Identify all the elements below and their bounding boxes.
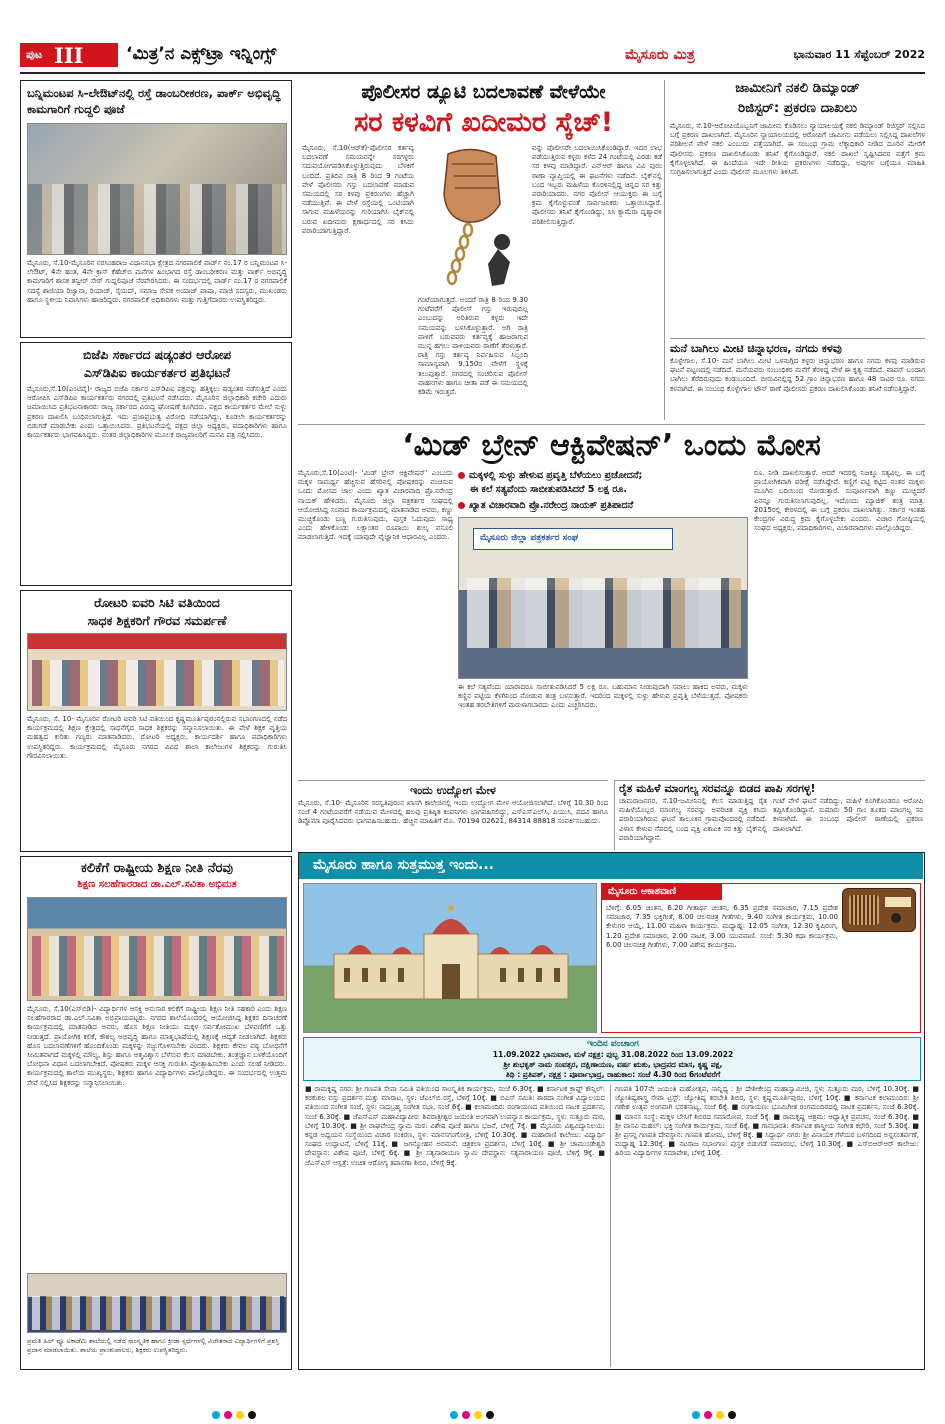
midbrain-photo (458, 517, 748, 679)
nep-caption: ಪ್ರಮತಿ ಹಿಲ್ ವ್ಯೂ ಅಕಾಡೆಮಿ ಶಾಲೆಯಲ್ಲಿ ನಡೆದ ಸಾಂಸ್ಕೃತಿಕ ಹಾಗೂ ಕ್ರೀಡಾ ಸ್ಪರ್ಧೆಗಳಲ್ಲಿ ವಿಜೇತರಾದ ವಿದ್ಯಾರ್ಥಿಗಳಿಗೆ ಪ್ರಶಸ್ತಿ ಪ್ರದಾನ ಮಾಡಲಾಯಿತು. ಶಾಲೆಯ ಪ್ರಾಂಶುಪಾಲರು, ಶಿಕ್ಷಕರು ಉಪಸ್ಥಿತರಿದ್ದರು. (27, 1337, 280, 1354)
radio-dial-icon (885, 897, 911, 907)
photo-students-row (32, 1296, 284, 1330)
farmer-body-right: ಗಂಟೆ ವೇಳೆ ಘಟನೆ ನಡೆದಿದ್ದು, ಮಹಿಳೆ ಕೂಗಿಕೊಂಡರೂ ಆರೋಪಿ ತಪ್ಪಿಸಿಕೊಂಡಿದ್ದಾನೆ. ಸುಮಾರು 50 ಗ್ರಾಂ ತೂಕದ ಮಾಂಗಲ್ಯ ಸರ ಕಳವಾಗಿದೆ. ಈ ಸಂಬಂಧ ಪೊಲೀಸ್ ಠಾಣೆಯಲ್ಲಿ ಪ್ರಕರಣ ದಾಖಲಾಗಿದೆ. (773, 797, 923, 833)
press-banner-text: ಮೈಸೂರು ಜಿಲ್ಲಾ ಪತ್ರಕರ್ತರ ಸಂಘ (480, 533, 579, 543)
radio-title: ಮೈಸೂರು ಆಕಾಶವಾಣಿ (608, 886, 677, 897)
press-banner (473, 528, 673, 550)
events-right: ಗಣಪತಿ 107ನೇ ಜಯಂತಿ ಮಹೋತ್ಸವ, ಸಾನ್ನಿಧ್ಯ : ಶ್ರೀ ದೇಶೀಕೇಂದ್ರ ಮಹಾಸ್ವಾಮೀಜಿ, ಸ್ಥಳ: ಸುತ್ತೂರು ಮಠ, ಬೆಳಿಗ್ಗೆ 10.30ಕ್ಕೆ. ■ ಜ್ಯೋತಿಷ್ಯಶಾಸ್ತ್ರ ಸೇವಾ ಟ್ರಸ್ಟ್: ಜ್ಯೋತಿಷ್ಯ ತರಬೇತಿ ಶಿಬಿರ, ಸ್ಥಳ: ಕೃಷ್ಣಮೂರ್ತಿಪುರಂ, ಬೆಳಿಗ್ಗೆ 10ಕ್ಕೆ. ■ ಕರ್ನಾಟಕ ಕಲಾಮಂದಿರ: ಶ್ರೀ ಗಣೇಶ ಉತ್ಸವ ಅಂಗವಾಗಿ ಭರತನಾಟ್ಯ, ಸಂಜೆ 6ಕ್ಕೆ. ■ ರಂಗಾಯಣ: ಭೂಮಿಗೀತ ರಂಗಮಂದಿರದಲ್ಲಿ ನಾಟಕ ಪ್ರದರ್ಶನ, ಸಂಜೆ 6.30ಕ್ಕೆ. ■ ಮಾನಸ ಸಂಸ್ಥೆ: ಮಕ್ಕಳ ಬೇಸಿಗೆ ಶಿಬಿರದ ಸಮಾರೋಪ, ಸಂಜೆ 5ಕ್ಕೆ. ■ ರಾಮಕೃಷ್ಣ ಆಶ್ರಮ: ಆಧ್ಯಾತ್ಮಿಕ ಪ್ರವಚನ, ಸಂಜೆ 6.30ಕ್ಕೆ. ■ ಶ್ರೀ ವಾಸವಿ ಮಹಲ್: ಭಕ್ತಿ ಸಂಗೀತ ಕಾರ್ಯಕ್ರಮ, ಸಂಜೆ 6ಕ್ಕೆ. ■ ಗಾನಭಾರತಿ: ಕರ್ನಾಟಕ ಶಾಸ್ತ್ರೀಯ ಸಂಗೀತ ಕಛೇರಿ, ಸಂಜೆ 5.30ಕ್ಕೆ. ■ ಶ್ರೀ ಪ್ರಸನ್ನ ಗಣಪತಿ ದೇವಸ್ಥಾನ: ಗಣಪತಿ ಹೋಮ, ಬೆಳಿಗ್ಗೆ 8ಕ್ಕೆ. ■ ಸಿದ್ಧಾರ್ಥ ನಗರ: ಶ್ರೀ ವಿನಾಯಕ ಗೆಳೆಯರ ಬಳಗದಿಂದ ಅನ್ನಸಂತರ್ಪಣೆ, ಮಧ್ಯಾಹ್ನ 12.30ಕ್ಕೆ. ■ ನಟರಾಜ ಸಭಾಂಗಣ: ಪುಸ್ತಕ ಬಿಡುಗಡೆ ಸಮಾರಂಭ, ಬೆಳಿಗ್ಗೆ 10.30ಕ್ಕೆ. ■ ಎಸ್‌ಬಿಆರ್‌ಆರ್ ಕಾಲೇಜು: ಹಿರಿಯ ವಿದ್ಯಾರ್ಥಿಗಳ ಸಮಾವೇಶ, ಬೆಳಿಗ್ಗೆ 10ಕ್ಕೆ. (615, 1085, 919, 1158)
article-park (20, 80, 292, 338)
midbrain-body-a: ಮೈಸೂರು,ಸೆ.10(ಎಂಟಿ)- ‘ಮಿಡ್ ಬ್ರೇನ್ ಆಕ್ಟಿವೇಷನ್’ ಎಂಬುದು ಮಕ್ಕಳ ಸಾಮರ್ಥ್ಯ ಹೆಚ್ಚಿಸುವ ಹೆಸರಿನಲ್ಲಿ ಪೋಷಕರನ್ನು ವಂಚಿಸುವ ಒಂದು ಮೋಸದ ಜಾಲ ಎಂದು ಖ್ಯಾತ ವಿಚಾರವಾದಿ ಪ್ರೊ.ನರೇಂದ್ರ ನಾಯಕ್ ಹೇಳಿದರು. ಮೈಸೂರು ಜಿಲ್ಲಾ ಪತ್ರಕರ್ತರ ಸಂಘದಲ್ಲಿ ಆಯೋಜಿಸಿದ್ದ ಸಂವಾದ ಕಾರ್ಯಕ್ರಮದಲ್ಲಿ ಮಾತನಾಡಿದ ಅವರು, ಕಣ್ಣು ಮುಚ್ಚಿಕೊಂಡು ಬಣ್ಣ ಗುರುತಿಸುವುದು, ಪುಸ್ತಕ ಓದುವುದು ಸಾಧ್ಯ ಎಂದು ಹೇಳಿಕೊಂಡು ಲಕ್ಷಾಂತರ ರೂಪಾಯಿ ಶುಲ್ಕ ವಸೂಲಿ ಮಾಡಲಾಗುತ್ತಿದೆ. ಇದಕ್ಕೆ ಯಾವುದೇ ವೈಜ್ಞಾನಿಕ ಆಧಾರವಿಲ್ಲ ಎಂದರು. (298, 469, 453, 542)
midbrain-body-c: ರೂ. ನೀಡಿ ದಾಖಲಿಸುತ್ತಾರೆ. ಆದರೆ ಇದರಲ್ಲಿ ನಿಜಕ್ಕೂ ಸತ್ಯವಿಲ್ಲ. ಈ ಬಗ್ಗೆ ಪ್ರಾಯೋಗಿಕವಾಗಿ ಪರೀಕ್ಷೆ ನಡೆಸಿದ್ದೇವೆ. ಕಣ್ಣಿಗೆ ಪಟ್ಟಿ ಕಟ್ಟಿದ ನಂತರ ಮಕ್ಕಳು ಮೂಗಿನ ಬದಿಯಿಂದ ನೋಡುತ್ತಾರೆ. ಸಂಪೂರ್ಣವಾಗಿ ಕಣ್ಣು ಮುಚ್ಚಿದರೆ ಏನನ್ನೂ ಗುರುತಿಸಲಾಗುವುದಿಲ್ಲ. ಇದೊಂದು ಮ್ಯಾಜಿಕ್ ತಂತ್ರ ಮಾತ್ರ. 2015ರಲ್ಲಿ ಕೇರಳದಲ್ಲಿ ಈ ಬಗ್ಗೆ ಪ್ರಕರಣ ದಾಖಲಾಗಿತ್ತು. ಸರ್ಕಾರ ಇಂತಹ ಕೇಂದ್ರಗಳ ವಿರುದ್ಧ ಕ್ರಮ ಕೈಗೊಳ್ಳಬೇಕು ಎಂದರು. ವಿಚಾರ ಗೋಷ್ಠಿಯಲ್ಲಿ ಸಂಘದ ಅಧ್ಯಕ್ಷರು, ಪದಾಧಿಕಾರಿಗಳು, ವಿಚಾರವಾದಿಗಳು ಪಾಲ್ಗೊಂಡಿದ್ದರು. (754, 469, 925, 533)
article-nep (20, 856, 292, 1370)
jobs-headline: ಇಂದು ಉದ್ಯೋಗ ಮೇಳ (410, 784, 496, 797)
today-banner (299, 853, 923, 879)
panchanga-line-1: 11.09.2022 ಭಾನುವಾರ, ಮಳೆ ನಕ್ಷತ್ರ: ಪುಬ್ಬ 31.08.2022 ರಿಂದ 13.09.2022 (492, 1050, 734, 1059)
yellow-mark (474, 1411, 482, 1419)
events-divider (610, 1085, 611, 1367)
article-rotary (20, 590, 292, 852)
rotary-body: ಮೈಸೂರು, ಸೆ. 10- ಮೈಸೂರಿನ ರೋಟರಿ ಐವರಿ ಸಿಟಿ ವತಿಯಿಂದ ಕೃಷ್ಣಮೂರ್ತಿಪುರಂನಲ್ಲಿರುವ ಸಭಾಂಗಣದಲ್ಲಿ ನಡೆದ ಕಾರ್ಯಕ್ರಮದಲ್ಲಿ ಶಿಕ್ಷಣ ಕ್ಷೇತ್ರದಲ್ಲಿ ಸಾಧನೆಗೈದ ಸಾಧಕ ಶಿಕ್ಷಕರನ್ನು ಸನ್ಮಾನಿಸಲಾಯಿತು. ಈ ವೇಳೆ ಶಿಕ್ಷಕ ವೃತ್ತಿಯ ಮಹತ್ವದ ಕುರಿತು ಗಣ್ಯರು ಮಾತನಾಡಿದರು. ರೋಟರಿ ಅಧ್ಯಕ್ಷರು, ಕಾರ್ಯದರ್ಶಿ ಹಾಗೂ ಪದಾಧಿಕಾರಿಗಳು ಉಪಸ್ಥಿತರಿದ್ದರು. ಕಾರ್ಯಕ್ರಮದಲ್ಲಿ ಮೈಸೂರು ನಗರದ ವಿವಿಧ ಶಾಲಾ ಕಾಲೇಜುಗಳ ಶಿಕ್ಷಕರನ್ನು ಗುರುತಿಸಿ ಗೌರವಿಸಲಾಯಿತು. (27, 715, 287, 760)
article-midbrain (298, 424, 925, 776)
registration-marks-left (210, 1404, 270, 1414)
midbrain-bullet-2: ಖ್ಯಾತ ವಿಚಾರವಾದಿ ಪ್ರೊ.ನರೇಂದ್ರ ನಾಯಕ್ ಪ್ರತಿಪಾದನೆ (458, 499, 778, 512)
rotary-headline-1: ರೋಟರಿ ಐವರಿ ಸಿಟಿ ವತಿಯಿಂದ (94, 595, 220, 610)
yellow-mark (236, 1411, 244, 1419)
article-theft (670, 338, 925, 420)
bail-headline-1: ಜಾಮೀನಿಗೆ ನಕಲಿ ಡಿಮ್ಯಾಂಡ್ (735, 80, 860, 96)
nep-subhead: ಶಿಕ್ಷಣ ಸಲಹೆಗಾರರಾದ ಡಾ.ಎಲ್.ಸವಿತಾ ಅಭಿಮತ (77, 879, 237, 890)
article-jobs (298, 780, 608, 850)
magenta-mark (224, 1411, 232, 1419)
bjp-headline-2: ಎಸ್‌ಡಿಪಿಐ ಕಾರ್ಯಕರ್ತರ ಪ್ರತಿಭಟನೆ (84, 365, 230, 380)
nep-photo-1 (27, 897, 287, 1001)
cyan-mark (212, 1411, 220, 1419)
page-label-box (20, 43, 118, 67)
radio-icon (842, 888, 916, 932)
bjp-body: ಮೈಸೂರು,ಸೆ.10(ಎಂಟಿವೈ)- ರಾಜ್ಯದ ಬಿಜೆಪಿ ಸರ್ಕಾರ ಎಸ್‌ಡಿಪಿಐ ಪಕ್ಷವನ್ನು ಹತ್ತಿಕ್ಕಲು ಷಡ್ಯಂತರ ನಡೆಸುತ್ತಿದೆ ಎಂದು ಆರೋಪಿಸಿ ಎಸ್‌ಡಿಪಿಐ ಕಾರ್ಯಕರ್ತರು ನಗರದಲ್ಲಿ ಪ್ರತಿಭಟನೆ ನಡೆಸಿದರು. ಮೈಸೂರಿನ ಜಿಲ್ಲಾಧಿಕಾರಿ ಕಚೇರಿ ಎದುರು ಜಮಾಯಿಸಿದ ಪ್ರತಿಭಟನಾಕಾರರು ರಾಜ್ಯ ಸರ್ಕಾರದ ವಿರುದ್ಧ ಘೋಷಣೆ ಕೂಗಿದರು. ಪಕ್ಷದ ಕಾರ್ಯಕರ್ತರ ಮೇಲೆ ಸುಳ್ಳು ಪ್ರಕರಣ ದಾಖಲಿಸಿ ಬಂಧಿಸಲಾಗುತ್ತಿದೆ. ಇದು ಪ್ರಜಾಪ್ರಭುತ್ವ ವಿರೋಧಿ ನಡೆಯಾಗಿದ್ದು, ಕೂಡಲೇ ಕಾರ್ಯಕರ್ತರನ್ನು ಬಿಡುಗಡೆ ಮಾಡಬೇಕು ಎಂದು ಒತ್ತಾಯಿಸಿದರು. ಪ್ರತಿಭಟನೆಯಲ್ಲಿ ಪಕ್ಷದ ಜಿಲ್ಲಾ ಅಧ್ಯಕ್ಷರು, ಪದಾಧಿಕಾರಿಗಳು ಹಾಗೂ ಕಾರ್ಯಕರ್ತರು ಭಾಗವಹಿಸಿದ್ದರು. ನಂತರ ಜಿಲ್ಲಾಧಿಕಾರಿಗಳ ಮೂಲಕ ರಾಜ್ಯಪಾಲರಿಗೆ ಮನವಿ ಪತ್ರ ಸಲ್ಲಿಸಿದರು. (27, 385, 287, 440)
magenta-mark (704, 1411, 712, 1419)
today-banner-text: ಮೈಸೂರು ಹಾಗೂ ಸುತ್ತಮುತ್ತ ಇಂದು... (313, 857, 494, 873)
nep-photo-2 (27, 1273, 287, 1333)
fist-chain-illustration (418, 144, 528, 294)
radio-box (601, 883, 921, 1033)
rotary-headline-2: ಸಾಧಕ ಶಿಕ್ಷಕರಿಗೆ ಗೌರವ ಸಮರ್ಪಣೆ (87, 613, 227, 628)
farmer-body-left: ಚಾಮರಾಜನಗರ, ಸೆ.10-ಜಮೀನಿನಲ್ಲಿ ಕೆಲಸ ಮಾಡುತ್ತಿದ್ದ ರೈತ ಮಹಿಳೆಯೊಬ್ಬರ ಮಾಂಗಲ್ಯ ಸರವನ್ನು ಅಪರಿಚಿತ ವ್ಯಕ್ತಿ ಕಸಿದು ಪರಾರಿಯಾಗಿರುವ ಘಟನೆ ತಾಲೂಕಿನ ಗ್ರಾಮವೊಂದರಲ್ಲಿ ನಡೆದಿದೆ. ವಿಳಾಸ ಕೇಳುವ ನೆಪದಲ್ಲಿ ಬಂದ ವ್ಯಕ್ತಿ ಏಕಾಏಕಿ ಸರ ಕಿತ್ತು ಬೈಕ್‌ನಲ್ಲಿ ಪರಾರಿಯಾಗಿದ್ದಾನೆ. (619, 797, 767, 842)
theft-body: ಕೊಳ್ಳೇಗಾಲ, ಸೆ.10- ಮನೆ ಬಾಗಿಲು ಮೀಟಿ ಒಳನುಗ್ಗಿದ ಕಳ್ಳರು ಚಿನ್ನಾಭರಣ ಹಾಗೂ ನಗದು ಕಳವು ಮಾಡಿರುವ ಘಟನೆ ಪಟ್ಟಣದಲ್ಲಿ ನಡೆದಿದೆ. ಮನೆಯವರು ಸಂಬಂಧಿಕರ ಮನೆಗೆ ತೆರಳಿದ್ದ ವೇಳೆ ಈ ಕೃತ್ಯ ನಡೆದಿದೆ. ವಾಪಸ್ ಬಂದಾಗ ಬಾಗಿಲು ತೆರೆದಿರುವುದು ಕಂಡುಬಂದಿದೆ. ಬೀರುವಿನಲ್ಲಿದ್ದ 52 ಗ್ರಾಂ ಚಿನ್ನಾಭರಣ ಹಾಗೂ 48 ಸಾವಿರ ರೂ. ನಗದು ಕಳವಾಗಿದೆ. ಈ ಸಂಬಂಧ ಕೊಳ್ಳೇಗಾಲ ಟೌನ್ ಠಾಣೆ ಪೊಲೀಸರು ಪ್ರಕರಣ ದಾಖಲಿಸಿಕೊಂಡು ತನಿಖೆ ನಡೆಸುತ್ತಿದ್ದಾರೆ. (670, 357, 925, 393)
rotary-photo (27, 633, 287, 711)
radio-knob-icon (891, 913, 901, 923)
registration-marks-center (448, 1404, 508, 1414)
article-bail (670, 80, 925, 336)
bail-headline-2: ರಿಜಿಸ್ಟರ್: ಪ್ರಕರಣ ದಾಖಲು (737, 100, 858, 116)
midbrain-headline: ‘ಮಿಡ್ ಬ್ರೇನ್ ಆಕ್ಟಿವೇಷನ್’ ಒಂದು ಮೋಸ (402, 428, 821, 463)
section-title: ‘ಮಿತ್ರ’ನ ಎಕ್ಸ್‌ಟ್ರಾ ಇನ್ನಿಂಗ್ಸ್ (126, 44, 277, 64)
palace-image (303, 883, 597, 1033)
police-body-left: ಮೈಸೂರು, ಸೆ.10(ಆರ್‌ಕೆ)-ಪೊಲೀಸರ ಕರ್ತವ್ಯ ಬದಲಾವಣೆ ಸಮಯವನ್ನೇ ಸರಗಳ್ಳರು ಸದುಪಯೋಗಪಡಿಸಿಕೊಳ್ಳುತ್ತಿರುವುದು ಬೆಳಕಿಗೆ ಬಂದಿದೆ. ಪ್ರತಿದಿನ ರಾತ್ರಿ 8 ರಿಂದ 9 ಗಂಟೆಯ ವೇಳೆ ಪೊಲೀಸರು ಗಸ್ತು ಬದಲಾವಣೆ ಮಾಡುವ ಸಮಯದಲ್ಲಿ ಸರ ಕಳವು ಪ್ರಕರಣಗಳು ಹೆಚ್ಚಾಗಿ ನಡೆಯುತ್ತಿವೆ. ಈ ವೇಳೆ ರಸ್ತೆಯಲ್ಲಿ ಒಂಟಿಯಾಗಿ ಸಾಗುವ ಮಹಿಳೆಯರನ್ನು ಗುರಿಯಾಗಿಸಿ ಬೈಕ್‌ನಲ್ಲಿ ಬರುವ ಖದೀಮರು ಕ್ಷಣಾರ್ಧದಲ್ಲಿ ಸರ ಕಸಿದು ಪರಾರಿಯಾಗುತ್ತಿದ್ದಾರೆ. (302, 144, 414, 235)
nep-body: ಮೈಸೂರು, ಸೆ.10(ಎಸ್‌ಬಿಡಿ)- ವಿದ್ಯಾರ್ಥಿಗಳ ಆಸಕ್ತಿ ಅನುಸಾರ ಕಲಿಕೆಗೆ ರಾಷ್ಟ್ರೀಯ ಶಿಕ್ಷಣ ನೀತಿ ಸಹಕಾರಿ ಎಂದು ಶಿಕ್ಷಣ ಸಲಹೆಗಾರರಾದ ಡಾ.ಎಲ್.ಸವಿತಾ ಅಭಿಪ್ರಾಯಪಟ್ಟರು. ನಗರದ ಶಾಲೆಯೊಂದರಲ್ಲಿ ಆಯೋಜಿಸಿದ್ದ ಶಿಕ್ಷಕರ ದಿನಾಚರಣೆ ಕಾರ್ಯಕ್ರಮದಲ್ಲಿ ಮಾತನಾಡಿದ ಅವರು, ಹೊಸ ಶಿಕ್ಷಣ ನೀತಿಯು ಮಕ್ಕಳ ಸರ್ವತೋಮುಖ ಬೆಳವಣಿಗೆಗೆ ಒತ್ತು ನೀಡುತ್ತದೆ. ಪ್ರಾಯೋಗಿಕ ಕಲಿಕೆ, ಕೌಶಲ್ಯ ಅಭಿವೃದ್ಧಿ ಹಾಗೂ ಮಾತೃಭಾಷೆಯಲ್ಲಿ ಶಿಕ್ಷಣಕ್ಕೆ ಆದ್ಯತೆ ನೀಡಲಾಗಿದೆ. ಶಿಕ್ಷಕರು ಹೊಸ ಬದಲಾವಣೆಗಳಿಗೆ ಹೊಂದಿಕೊಂಡು ಮಕ್ಕಳನ್ನು ಸಜ್ಜುಗೊಳಿಸಬೇಕು ಎಂದರು. ಶಿಕ್ಷಕರು ಕೇವಲ ಪಠ್ಯ ಬೋಧನೆಗೆ ಸೀಮಿತವಾಗದೆ ಮಕ್ಕಳಲ್ಲಿ ಮೌಲ್ಯ, ಶಿಸ್ತು ಹಾಗೂ ಆತ್ಮವಿಶ್ವಾಸ ಬೆಳೆಸುವ ಕೆಲಸ ಮಾಡಬೇಕು. ತಂತ್ರಜ್ಞಾನ ಬಳಕೆಯೊಂದಿಗೆ ಬೋಧನಾ ವಿಧಾನ ಬದಲಾಗಬೇಕಿದೆ. ಪೋಷಕರು ಮಕ್ಕಳ ಆಸಕ್ತಿ ಗುರುತಿಸಿ ಪ್ರೋತ್ಸಾಹಿಸಬೇಕು ಎಂದು ಸಲಹೆ ನೀಡಿದರು. ಕಾರ್ಯಕ್ರಮದಲ್ಲಿ ಶಾಲೆಯ ಮುಖ್ಯಸ್ಥರು, ಶಿಕ್ಷಕರು ಹಾಗೂ ವಿದ್ಯಾರ್ಥಿಗಳು ಪಾಲ್ಗೊಂಡಿದ್ದರು. ಈ ಸಂದರ್ಭದಲ್ಲಿ ಉತ್ತಮ ಸೇವೆ ಸಲ್ಲಿಸಿದ ಶಿಕ್ಷಕರನ್ನು ಸನ್ಮಾನಿಸಲಾಯಿತು. (27, 1005, 287, 1087)
black-mark (728, 1411, 736, 1419)
midbrain-body-b: ಈ ಕಲೆ ಸತ್ಯವೆಂದು ಯಾರಾದರೂ ಸಾಬೀತುಪಡಿಸಿದರೆ 5 ಲಕ್ಷ ರೂ. ಬಹುಮಾನ ನೀಡುವುದಾಗಿ ಸವಾಲು ಹಾಕಿದ ಅವರು, ಮಕ್ಕಳು ಕಣ್ಣಿನ ಪಟ್ಟಿಯ ಕೆಳಗಿನಿಂದ ನೋಡುವ ತಂತ್ರ ಬಳಸುತ್ತಾರೆ. ಇದರಿಂದ ಮಕ್ಕಳಲ್ಲಿ ಸುಳ್ಳು ಹೇಳುವ ಪ್ರವೃತ್ತಿ ಬೆಳೆಯುತ್ತದೆ. ಪೋಷಕರು ಇಂತಹ ತರಬೇತಿಗಳಿಗೆ ಮರುಳಾಗಬಾರದು ಎಂದು ಎಚ್ಚರಿಸಿದರು. (458, 683, 748, 710)
bullet-dot (458, 502, 465, 509)
bail-body: ಮೈಸೂರು, ಸೆ.10-ಆರೋಪಿಯೊಬ್ಬನಿಗೆ ಜಾಮೀನು ಕೊಡಿಸಲು ನ್ಯಾಯಾಲಯಕ್ಕೆ ನಕಲಿ ಡಿಮ್ಯಾಂಡ್ ರಿಜಿಸ್ಟರ್ ಸಲ್ಲಿಸಿದ ಬಗ್ಗೆ ಪ್ರಕರಣ ದಾಖಲಾಗಿದೆ. ಮೈಸೂರಿನ ನ್ಯಾಯಾಲಯದಲ್ಲಿ ಆರೋಪಿಗೆ ಜಾಮೀನು ಪಡೆಯಲು ಸಲ್ಲಿಸಿದ್ದ ದಾಖಲೆಗಳ ಪರಿಶೀಲನೆ ವೇಳೆ ನಕಲಿ ಎಂಬುದು ಪತ್ತೆಯಾಗಿದೆ. ಈ ಸಂಬಂಧ ಗ್ರಾಮ ಲೆಕ್ಕಾಧಿಕಾರಿ ನೀಡಿದ ದೂರಿನ ಮೇರೆಗೆ ಪೊಲೀಸರು ಪ್ರಕರಣ ದಾಖಲಿಸಿಕೊಂಡು ತನಿಖೆ ಕೈಗೊಂಡಿದ್ದಾರೆ. ನಕಲಿ ದಾಖಲೆ ಸೃಷ್ಟಿಸಿದವರ ಪತ್ತೆಗೆ ಕ್ರಮ ಕೈಗೊಳ್ಳಲಾಗಿದೆ. ಈ ಹಿಂದೆಯೂ ಇದೇ ರೀತಿಯ ಪ್ರಕರಣಗಳು ನಡೆದಿದ್ದು, ಅವುಗಳ ಬಗ್ಗೆಯೂ ಮಾಹಿತಿ ಸಂಗ್ರಹಿಸಲಾಗುತ್ತಿದೆ ಎಂದು ಪೊಲೀಸ್ ಮೂಲಗಳು ತಿಳಿಸಿವೆ. (670, 122, 925, 177)
bjp-headline-1: ಬಿಜೆಪಿ ಸರ್ಕಾರದ ಷಡ್ಯಂತರ ಆರೋಪ (82, 347, 232, 362)
article-bjp (20, 342, 292, 586)
paper-name: ಮೈಸೂರು ಮಿತ್ರ (625, 47, 695, 63)
jobs-body: ಮೈಸೂರು, ಸೆ.10- ಮೈಸೂರಿನ ಸರಸ್ವತಿಪುರಂನ ಖಾಸಗಿ ಕಾಲೇಜಿನಲ್ಲಿ ಇಂದು ಉದ್ಯೋಗ ಮೇಳ ಆಯೋಜಿಸಲಾಗಿದೆ. ಬೆಳಿಗ್ಗೆ 10.30 ರಿಂದ ಸಂಜೆ 4 ಗಂಟೆಯವರೆಗೆ ನಡೆಯುವ ಮೇಳದಲ್ಲಿ ಹಲವು ಪ್ರತಿಷ್ಠಿತ ಕಂಪನಿಗಳು ಭಾಗವಹಿಸಲಿದ್ದು, ಎಸ್‌ಎಸ್‌ಎಲ್‌ಸಿ, ಪಿಯುಸಿ, ಪದವಿ ಹಾಗೂ ಡಿಪ್ಲೊಮಾ ಪೂರೈಸಿದವರು ಭಾಗವಹಿಸಬಹುದು. ಹೆಚ್ಚಿನ ಮಾಹಿತಿಗೆ ಮೊ. 70194 02621, 84314 88818 ಸಂಪರ್ಕಿಸಬಹುದು. (298, 799, 608, 826)
masthead (20, 40, 925, 74)
issue-date: ಭಾನುವಾರ 11 ಸೆಪ್ಟೆಂಬರ್ 2022 (793, 48, 925, 61)
radio-header (602, 884, 722, 900)
police-kicker: ಪೊಲೀಸರ ಡ್ಯೂಟಿ ಬದಲಾವಣೆ ವೇಳೆಯೇ (361, 81, 606, 103)
police-body-right: ವನ್ನು ಪೊಲೀಸರೇ ಬದಲಾಯಿಸಿಕೊಂಡಿದ್ದಾರೆ. ಇದರ ಲಾಭ ಪಡೆಯುತ್ತಿರುವ ಕಳ್ಳರು ಕಳೆದ 24 ಗಂಟೆಯಲ್ಲಿ ಎರಡು ಕಡೆ ಸರ ಕಳವು ಮಾಡಿದ್ದಾರೆ. ಎನ್‌ಆರ್ ಹಾಗೂ ವಿವಿ ಪುರಂ ಠಾಣಾ ವ್ಯಾಪ್ತಿಯಲ್ಲಿ ಈ ಘಟನೆಗಳು ನಡೆದಿವೆ. ಬೈಕ್‌ನಲ್ಲಿ ಬಂದ ಇಬ್ಬರು ಮಹಿಳೆಯ ಕೊರಳಿನಲ್ಲಿದ್ದ ಚಿನ್ನದ ಸರ ಕಿತ್ತು ಪರಾರಿಯಾದರು. ನಗರ ಪೊಲೀಸ್ ಆಯುಕ್ತರು ಈ ಬಗ್ಗೆ ಕ್ರಮ ಕೈಗೊಳ್ಳುವಂತೆ ಸಾರ್ವಜನಿಕರು ಒತ್ತಾಯಿಸಿದ್ದಾರೆ. ಪೊಲೀಸರು ತನಿಖೆ ಕೈಗೊಂಡಿದ್ದು, ಸಿಸಿ ಕ್ಯಾಮೆರಾ ದೃಶ್ಯಾವಳಿ ಪರಿಶೀಲಿಸುತ್ತಿದ್ದಾರೆ. (532, 144, 662, 226)
registration-marks-right (690, 1404, 750, 1414)
midbrain-bullet-1: ಮಕ್ಕಳಲ್ಲಿ ಸುಳ್ಳು ಹೇಳುವ ಪ್ರವೃತ್ತಿ ಬೆಳೆಯಲು ಪ್ರಚೋದನೆ; (458, 469, 778, 482)
police-headline: ಸರ ಕಳವಿಗೆ ಖದೀಮರ ಸ್ಕೆಚ್! (353, 107, 614, 138)
cyan-mark (450, 1411, 458, 1419)
page-number: III (54, 43, 84, 68)
panchanga-line-3: ತಿಥಿ : ಪ್ರತಿಪತ್, ನಕ್ಷತ್ರ : ಪೂರ್ವಾಭಾದ್ರ, ರಾಹುಕಾಲ: ಸಂಜೆ 4.30 ರಿಂದ 6ಗಂಟೆವರೆಗೆ (505, 1070, 721, 1079)
park-photo (27, 123, 287, 255)
theft-headline: ಮನೆ ಬಾಗಿಲು ಮೀಟಿ ಚಿನ್ನಾಭರಣ, ನಗದು ಕಳವು (670, 342, 842, 355)
photo-panel-row (467, 578, 741, 648)
palace-drawing (304, 884, 598, 1034)
events-left: ■ ರಾಮಕೃಷ್ಣ ನಗರ: ಶ್ರೀ ಗಣಪತಿ ಸೇವಾ ಸಮಿತಿ ವತಿಯಿಂದ ಸಾಂಸ್ಕೃತಿಕ ಕಾರ್ಯಕ್ರಮ, ಸಂಜೆ 6.30ಕ್ಕೆ. ■ ಕರ್ನಾಟಕ ಕ್ರಾಫ್ಟ್ ಕೌನ್ಸಿಲ್: ಕರಕುಶಲ ವಸ್ತು ಪ್ರದರ್ಶನ ಮತ್ತು ಮಾರಾಟ, ಸ್ಥಳ: ಜೆಎಲ್‌ಬಿ ರಸ್ತೆ, ಬೆಳಿಗ್ಗೆ 10ಕ್ಕೆ. ■ ಬಿಎಸ್ ಸಮಿತಿ: ಶಾರದಾ ಸಂಗೀತ ವಿದ್ಯಾಲಯದ ವತಿಯಿಂದ ಸಂಗೀತ ಸಂಜೆ, ಸ್ಥಳ: ನಾದಬ್ರಹ್ಮ ಸಂಗೀತ ಸಭಾ, ಸಂಜೆ 6ಕ್ಕೆ. ■ ಕಲಾಮಂದಿರ: ರಂಗಾಯಣದ ವತಿಯಿಂದ ನಾಟಕ ಪ್ರದರ್ಶನ, ಸಂಜೆ 6.30ಕ್ಕೆ. ■ ಜೆಎಸ್‌ಎಸ್ ಮಹಾವಿದ್ಯಾಪೀಠ: ಶಿವರಾತ್ರೀಶ್ವರ ಜಯಂತಿ ಅಂಗವಾಗಿ ಉಪನ್ಯಾಸ ಕಾರ್ಯಕ್ರಮ, ಸ್ಥಳ: ಸುತ್ತೂರು ಮಠ, ಬೆಳಿಗ್ಗೆ 10.30ಕ್ಕೆ. ■ ಶ್ರೀ ರಾಘವೇಂದ್ರ ಸ್ವಾಮಿ ಮಠ: ವಿಶೇಷ ಪೂಜೆ ಹಾಗೂ ಭಜನೆ, ಬೆಳಿಗ್ಗೆ 7ಕ್ಕೆ. ■ ಮೈಸೂರು ವಿಶ್ವವಿದ್ಯಾನಿಲಯ: ಕನ್ನಡ ಅಧ್ಯಯನ ಸಂಸ್ಥೆಯಿಂದ ವಿಚಾರ ಸಂಕಿರಣ, ಸ್ಥಳ: ಮಾನಸಗಂಗೋತ್ರಿ, ಬೆಳಿಗ್ಗೆ 10.30ಕ್ಕೆ. ■ ಮಹಾರಾಣಿ ಕಾಲೇಜು: ವಿದ್ಯಾರ್ಥಿ ಸಂಘದ ಉದ್ಘಾಟನೆ, ಬೆಳಿಗ್ಗೆ 11ಕ್ಕೆ. ■ ಜಗನ್ಮೋಹನ ಅರಮನೆ: ಚಿತ್ರಕಲಾ ಪ್ರದರ್ಶನ, ಬೆಳಿಗ್ಗೆ 10ಕ್ಕೆ. ■ ಶ್ರೀ ಚಾಮುಂಡೇಶ್ವರಿ ದೇವಸ್ಥಾನ: ವಿಶೇಷ ಪೂಜೆ, ಬೆಳಿಗ್ಗೆ 6ಕ್ಕೆ. ■ ಶ್ರೀ ಸತ್ಯನಾರಾಯಣ ಸ್ವಾಮಿ ದೇವಸ್ಥಾನ: ಸತ್ಯನಾರಾಯಣ ಪೂಜೆ, ಬೆಳಿಗ್ಗೆ 9ಕ್ಕೆ. ■ ಜೆಎಸ್‌ಎಸ್ ಆಸ್ಪತ್ರೆ: ಉಚಿತ ಆರೋಗ್ಯ ತಪಾಸಣಾ ಶಿಬಿರ, ಬೆಳಿಗ್ಗೆ 9ಕ್ಕೆ. (305, 1085, 605, 1167)
yellow-mark (716, 1411, 724, 1419)
farmer-headline: ರೈತ ಮಹಿಳೆ ಮಾಂಗಲ್ಯ ಸರವನ್ನೂ ಬಿಡದ ಪಾಪಿ ಸರಗಳ್ಳ! (619, 782, 816, 795)
park-body: ಮೈಸೂರು, ಸೆ.10-ಮೈಸೂರಿನ ನರಸಿಂಹರಾಜ ವಿಧಾನಸಭಾ ಕ್ಷೇತ್ರದ ನಗರಪಾಲಿಕೆ ವಾರ್ಡ್ ನಂ.17 ರ ಬನ್ನಿಮಂಟಪ ಸಿ-ಲೇಔಟ್, 4ನೇ ಹಂತ, 4ನೇ ಕ್ರಾಸ್ ಕೆಹೆಚ್‌ಬಿ ಮನೆಗಳ ಹಿಂಭಾಗದ ರಸ್ತೆ ಡಾಂಬರೀಕರಣ ಮತ್ತು ಪಾರ್ಕ್ ಅಭಿವೃದ್ಧಿ ಕಾಮಗಾರಿಗೆ ಶಾಸಕ ತನ್ವೀರ್ ಸೇಠ್ ಗುದ್ದಲಿಪೂಜೆ ನೆರವೇರಿಸಿದರು. ಈ ಸಂದರ್ಭದಲ್ಲಿ ವಾರ್ಡ್ ನಂ.17 ರ ನಗರಪಾಲಿಕೆ ಸದಸ್ಯೆ ಶಾಜಿಯಾ ರಿಜ್ವಾನಾ, ರಿಯಾಜ್, ಸೈಯದ್, ಸಮಾಜ ಸೇವಕ ಅಯಾಜ್ ಪಾಷಾ, ಮಾಜಿ ಸದಸ್ಯರು, ಮುಖಂಡರು ಹಾಗೂ ಸ್ಥಳೀಯ ನಿವಾಸಿಗಳು ಹಾಜರಿದ್ದರು. ನಗರಪಾಲಿಕೆ ಅಧಿಕಾರಿಗಳು ಮತ್ತು ಗುತ್ತಿಗೆದಾರರು ಉಪಸ್ಥಿತರಿದ್ದರು. (27, 259, 287, 304)
today-section (298, 852, 925, 1370)
article-farmer (614, 780, 925, 850)
radio-body: ಬೆಳಿಗ್ಗೆ: 6.05 ಚಿಂತನ, 6.20 ಗೀತಾರ್ಥ ಚಿಂತನ, 6.35 ಪ್ರದೇಶ ಸಮಾಚಾರ, 7.15 ಪ್ರದೇಶ ಸಮಾಚಾರ, 7.35 ಭಕ್ತಿಗೀತೆ, 8.00 ಚಲನಚಿತ್ರ ಗೀತೆಗಳು, 9.40 ಸಂಗೀತ ಕಾರ್ಯಕ್ರಮ, 10.00 ಕೇಳುಗರ ಆಯ್ಕೆ, 11.00 ಮಹಿಳಾ ಕಾರ್ಯಕ್ರಮ. ಮಧ್ಯಾಹ್ನ: 12.05 ಸಂಗೀತ, 12.30 ಕೃಷಿರಂಗ, 1.20 ಪ್ರದೇಶ ಸಮಾಚಾರ, 2.00 ನಾಟಕ, 3.00 ಯುವವಾಣಿ. ಸಂಜೆ: 5.30 ಕಥಾ ಕಾರ್ಯಕ್ರಮ, 6.00 ಚಲನಚಿತ್ರ ಗೀತೆಗಳು, 7.00 ವಿಶೇಷ ಕಾರ್ಯಕ್ರಮ. (606, 904, 838, 949)
panchanga-line-2: ಶ್ರೀ ಶುಭಕೃತ್ ನಾಮ ಸಂವತ್ಸರ, ದಕ್ಷಿಣಾಯಣ, ವರ್ಷ ಋತು, ಭಾದ್ರಪದ ಮಾಸ, ಕೃಷ್ಣ ಪಕ್ಷ, (503, 1060, 723, 1069)
photo-group-row (32, 936, 284, 996)
police-body-mid: ಗಂಟೆಯಾಗುತ್ತದೆ. ಅಂದರೆ ರಾತ್ರಿ 8 ರಿಂದ 9.30 ಗಂಟೆವರೆಗೆ ಪೊಲೀಸ್ ಗಸ್ತು ಇರುವುದಿಲ್ಲ ಎಂಬುದನ್ನು ಅರಿತಿರುವ ಕಳ್ಳರು ಇದೇ ಸಮಯವನ್ನು ಬಳಸಿಕೊಳ್ಳುತ್ತಾರೆ. ಅಗಿ ರಾತ್ರಿ ಪಾಳಿಗೆ ಬರುವವರು ಕರ್ತವ್ಯಕ್ಕೆ ಹಾಜರಾಗುವ ಮುನ್ನ ಹಗಲು ಪಾಳಿಯವರು ಠಾಣೆಗೆ ತೆರಳುತ್ತಾರೆ. ರಾತ್ರಿ ಗಸ್ತು ಕರ್ತವ್ಯ ನಿರ್ವಹಿಸುವ ಸಿಬ್ಬಂದಿ ಸಾಮಾನ್ಯವಾಗಿ 9.150ರ ವೇಳೆಗೆ ಸ್ಥಳಕ್ಕೆ ತಲುಪುತ್ತಾರೆ. ನಗರದಲ್ಲಿ ಸಂಚರಿಸುವ ಪೊಲೀಸ್ ವಾಹನಗಳು ಹಾಗೂ ಚೀತಾ ಪಡೆ ಈ ಸಮಯದಲ್ಲಿ ಕಡಿಮೆ ಇರುತ್ತದೆ. (418, 296, 528, 397)
midbrain-bullet-1b: ಈ ಕಲೆ ಸತ್ಯವೆಂದು ಸಾಬೀತುಪಡಿಸಿದರೆ 5 ಲಕ್ಷ ರೂ. (470, 484, 627, 495)
panchanga-box (303, 1037, 921, 1081)
panchanga-title: ಇಂದಿನ ಪಂಚಾಂಗ (587, 1039, 639, 1049)
cyan-mark (692, 1411, 700, 1419)
park-headline: ಬನ್ನಿಮಂಟಪ ಸಿ-ಲೇಔಟ್‌ನಲ್ಲಿ ರಸ್ತೆ ಡಾಂಬರೀಕರಣ, ಪಾರ್ಕ್ ಅಭಿವೃದ್ಧಿ ಕಾಮಗಾರಿಗೆ ಗುದ್ದಲಿ ಪೂಜೆ (27, 86, 281, 116)
page-label: ಪುಟ (26, 48, 43, 61)
photo-people-row (28, 184, 286, 254)
nep-headline: ಕಲಿಕೆಗೆ ರಾಷ್ಟ್ರೀಯ ಶಿಕ್ಷಣ ನೀತಿ ನೆರವು (81, 861, 233, 876)
bullet-dot (458, 472, 465, 479)
magenta-mark (462, 1411, 470, 1419)
black-mark (248, 1411, 256, 1419)
photo-teachers-row (32, 660, 284, 706)
black-mark (486, 1411, 494, 1419)
radio-speaker-icon (849, 895, 879, 925)
article-police (298, 80, 665, 420)
